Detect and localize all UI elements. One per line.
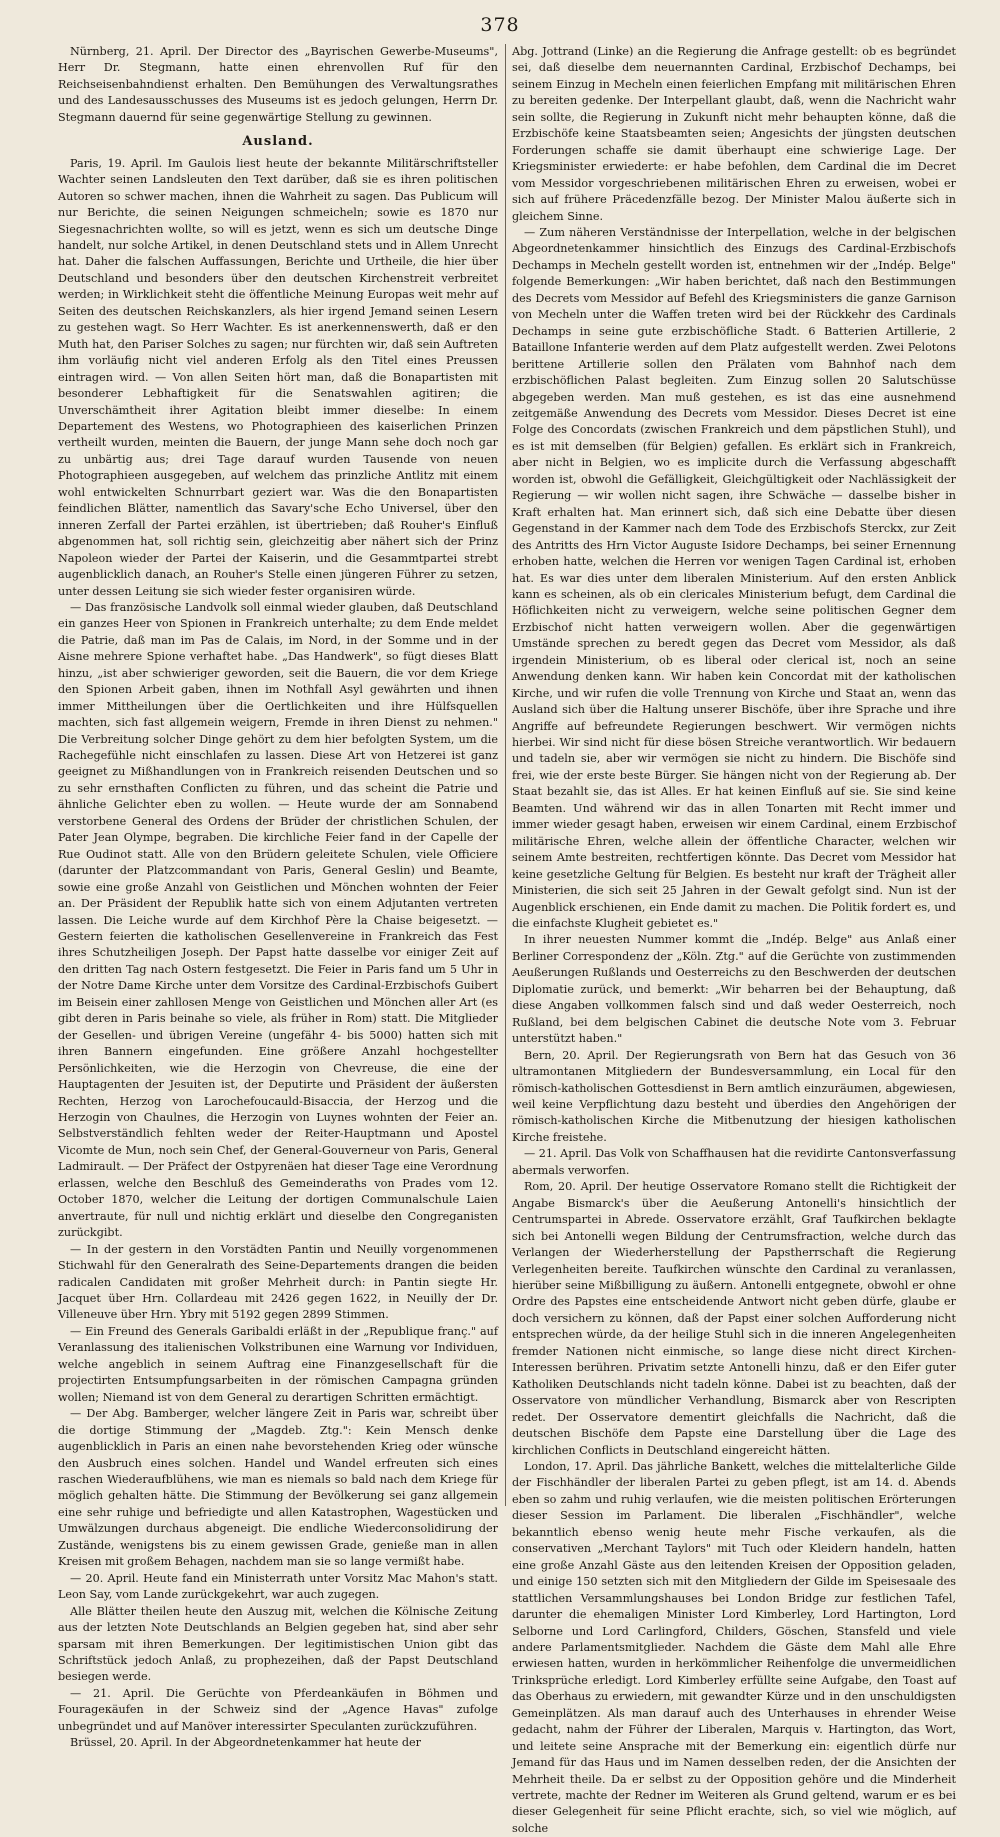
article-rom: Rom, 20. April. Der heutige Osservatore Romano stellt die Richtigkeit der Angabe Bismarck's über die Aeußerung Antonelli's hinsichtlich der Centrumspartei in Abrede. Osservatore erzählt, Graf Taufkirchen beklagte sich bei Antonelli wegen Bildung der Centrumsfraction, welche durch das Verlangen der Wiederherstellung der Papstherrschaft die Regierung Verlegenheiten bereite. Taufkirchen wünschte den Cardinal zu veranlassen, hierüber seine Mißbilligung zu äußern. Antonelli entgegnete, obwohl er ohne Ordre des Papstes eine entscheidende Antwort nicht geben dürfe, glaube er doch versichern zu können, daß der Papst einer solchen Aufforderung nicht entsprechen würde, da der heilige Stuhl sich in die inneren Angelegenheiten fremder Nationen nicht einmische, so lange diese nicht direct Kirchen-Interessen berühren. Privatim setzte Antonelli hinzu, daß er den Eifer guter Katholiken Deutschlands nicht tadeln könne. Dabei ist zu beachten, daß der Osservatore von mündlicher Verhandlung, Bismarck aber von Rescripten redet. Der Osservatore dementirt gleichfalls die Nachricht, daß die deutschen Bischöfe dem Papste eine Darstellung über die Lage des kirchlichen Conflicts in Deutschland eingereicht hätten. [512,1180,956,1457]
section-heading-ausland: Ausland. [242,134,314,150]
article-paris-stichwahl: — In der gestern in den Vorstädten Pantin und Neuilly vorgenommenen Stichwahl für den Generalrath des Seine-Departements drangen die beiden radicalen Candidaten mit großer Mehrheit durch: in Pantin siegte Hr. Jacquet über Hrn. Collardeau mit 2426 gegen 1622, in Neuilly der Dr. Villeneuve über Hrn. Ybry mit 5192 gegen 2899 Stimmen. [58,1242,498,1322]
article-bruessel-start: Brüssel, 20. April. In der Abgeordnetenkammer hat heute der [70,1736,422,1750]
article-paris-ministerrath: — 20. April. Heute fand ein Ministerrath unter Vorsitz Mac Mahon's statt. Leon Say, vom Lande zurückgekehrt, war auch zugegen. [58,1571,498,1602]
article-paris-garibaldi: — Ein Freund des Generals Garibaldi erläßt in der „Republique franç." auf Veranlassung des italienischen Volkstribunen eine Warnung vor Individuen, welche angeblich in seinem Auftrag eine Finanzgesellschaft für die projectirten Entsumpfungsarbeiten in der römischen Campagna gründen wollen; Niemand ist von dem General zu derartigen Schritten ermächtigt. [58,1324,498,1404]
article-paris-gaulois: Paris, 19. April. Im Gaulois liest heute der bekannte Militärschriftsteller Wachter seinen Landsleuten den Text darüber, daß sie es ihren politischen Autoren so schwer machen, ihnen die Wahrheit zu sagen. Das Publicum will nur Berichte, die seinen Neigungen schmeicheln; sowie es 1870 nur Siegesnachrichten wollte, so will es jetzt, wenn es sich um deutsche Dinge handelt, nur solche Artikel, in denen Deutschland stets und in Allem Unrecht hat. Daher die falschen Auffassungen, Berichte und Urtheile, die hier über Deutschland und besonders über den deutschen Kirchenstreit verbreitet werden; in Wirklichkeit steht die öffentliche Meinung Europas weit mehr auf Seiten des deutschen Reichskanzlers, als hier irgend Jemand seinen Lesern zu gestehen wagt. So Herr Wachter. Es ist anerkennenswerth, daß er den Muth hat, den Pariser Solches zu sagen; nur fürchten wir, daß sein Auftreten ihm vorläufig nicht viel anderen Erfolg als den Titel eines Preussen eintragen wird. — Von allen Seiten hört man, daß die Bonapartisten mit besonderer Lebhaftigkeit für die Senatswahlen agitiren; die Unverschämtheit ihrer Agitation bleibt immer dieselbe: In einem Departement des Westens, wo Photographieen des kaiserlichen Prinzen vertheilt wurden, meinten die Bauern, der junge Mann sehe doch noch gar zu unbärtig aus; drei Tage darauf wurden Tausende von neuen Photographieen ausgegeben, auf welchem das prinzliche Antlitz mit einem wohl entwickelten Schnurrbart geziert war. Was die den Bonapartisten feindlichen Blätter, namentlich das Savary'sche Echo Universel, über den inneren Zerfall der Partei erzählen, ist übertrieben; daß Rouher's Einfluß abgenommen hat, soll richtig sein, gleichzeitig aber nähert sich der Prinz Napoleon wieder der Partei der Kaiserin, und die Gesammtpartei strebt augenblicklich danach, an Rouher's Stelle einen jüngeren Führer zu setzen, unter dessen Leitung sie sich wieder fester organisiren würde. [58,156,498,598]
right-column [512,44,956,1835]
column-divider [505,44,506,1506]
left-column [58,44,498,1750]
article-bruessel-interpellation: — Zum näheren Verständnisse der Interpellation, welche in der belgischen Abgeordnetenkammer hinsichtlich des Einzugs des Cardinal-Erzbischofs Dechamps in Mecheln gestellt worden ist, entnehmen wir der „Indép. Belge" folgende Bemerkungen: „Wir haben berichtet, daß nach den Bestimmungen des Decrets vom Messidor auf Befehl des Kriegsministers die ganze Garnison von Mecheln unter die Waffen treten wird bei der Rückkehr des Cardinals Dechamps in seine gute erzbischöfliche Stadt. 6 Batterien Artillerie, 2 Bataillone Infanterie werden auf dem Platz aufgestellt werden. Zwei Pelotons berittene Artillerie sollen den Prälaten vom Bahnhof nach dem erzbischöflichen Palast begleiten. Zum Einzug sollen 20 Salutschüsse abgegeben werden. Man muß gestehen, es ist das eine ausnehmend zeitgemäße Anwendung des Decrets vom Messidor. Dieses Decret ist eine Folge des Concordats (zwischen Frankreich und dem päpstlichen Stuhl), und es ist mit demselben (für Belgien) gefallen. Es erklärt sich in Frankreich, aber nicht in Belgien, wo es implicite durch die Verfassung abgeschafft worden ist, obwohl die Gefälligkeit, Gleichgültigkeit oder Nachlässigkeit der Regierung — wir wollen nicht sagen, ihre Schwäche — dasselbe bisher in Kraft erhalten hat. Man erinnert sich, daß sich eine Debatte über diesen Gegenstand in der Kammer nach dem Tode des Erzbischofs Sterckx, zur Zeit des Antritts des Hrn Victor Auguste Isidore Dechamps, bei seiner Ernennung erhoben hatte, welchen die Herren vor wenigen Tagen Cardinal ist, erhoben hat. Es war dies unter dem liberalen Ministerium. Auf den ersten Anblick kann es scheinen, als ob ein clericales Ministerium befugt, dem Cardinal die Höflichkeiten nicht zu verweigern, welche seine politischen Gegner dem Erzbischof nicht hatten verweigern wollen. Aber die gegenwärtigen Umstände sprechen zu beredt gegen das Decret vom Messidor, als daß irgendein Ministerium, ob es liberal oder clerical ist, noch an seine Anwendung denken kann. Wir haben kein Concordat mit der katholischen Kirche, und wir rufen die volle Trennung von Kirche und Staat an, wenn das Ausland sich über die Haltung unserer Bischöfe, über ihre Sprache und ihre Angriffe auf befreundete Regierungen beschwert. Wir vermögen nichts hierbei. Wir sind nicht für diese bösen Streiche verantwortlich. Wir bedauern und tadeln sie, aber wir vermögen sie nicht zu hindern. Die Bischöfe sind frei, wie der erste beste Bürger. Sie hängen nicht von der Regierung ab. Der Staat bezahlt sie, das ist Alles. Er hat keinen Einfluß auf sie. Sie sind keine Beamten. Und während wir das in allen Tonarten mit Recht immer und immer wieder gesagt haben, erweisen wir einem Cardinal, einem Erzbischof militärische Ehren, welche allein der öffentliche Character, welchen wir seinem Amte bestreiten, rechtfertigen könnte. Das Decret vom Messidor hat keine gesetzliche Geltung für Belgien. Es besteht nur kraft der Trägheit aller Ministerien, die sich seit 25 Jahren in der Gewalt gefolgt sind. Nun ist der Augenblick erschienen, ein Ende damit zu machen. Die Politik fordert es, und die einfachste Klugheit gebietet es." [512,225,956,931]
article-paris-pferdeankaeufe: — 21. April. Die Gerüchte von Pferdeankäufen in Böhmen und Fourageкäufen in der Schweiz sind der „Agence Havas" zufolge unbegründet und auf Manöver interessirter Speculanten zurückzuführen. [58,1686,498,1733]
article-bern-schaffhausen: — 21. April. Das Volk von Schaffhausen hat die revidirte Cantonsverfassung abermals verworfen. [512,1147,956,1177]
page-number: 378 [480,14,520,36]
article-london: London, 17. April. Das jährliche Bankett, welches die mittelalterliche Gilde der Fischhändler der liberalen Partei zu geben pflegt, ist am 14. d. Abends eben so zahm und ruhig verlaufen, wie die meisten politischen Erörterungen dieser Session im Parlament. Die liberalen „Fischhändler", welche bekanntlich ebenso wenig heute mehr Fische verkaufen, als die conservativen „Merchant Taylors" mit Tuch oder Kleidern handeln, hatten eine große Anzahl Gäste aus den leitenden Kreisen der Opposition geladen, und einige 150 setzten sich mit den Mitgliedern der Gilde im Speisesaale des stattlichen Versammlungshauses bei London Bridge zur festlichen Tafel, darunter die ehemaligen Minister Lord Kimberley, Lord Hartington, Lord Selborne und Lord Carlingford, Childers, Göschen, Stansfeld und viele andere Parlamentsmitglieder. Nachdem die Gäste dem Mahl alle Ehre erwiesen hatten, wurden in herkömmlicher Reihenfolge die unvermeidlichen Trinksprüche erledigt. Lord Kimberley erfüllte seine Aufgabe, den Toast auf das Oberhaus zu erwiedern, mit gewandter Kürze und in den unschuldigsten Gemeinplätzen. Als man darauf auch des Unterhauses in ehrender Weise gedacht, nahm der Führer der Liberalen, Marquis v. Hartington, das Wort, und leitete seine Ansprache mit der Bemerkung ein: eigentlich dürfe nur Jemand für das Haus und im Namen desselben reden, der die Ansichten der Mehrheit theile. Da er selbst zu der Opposition gehöre und die Minderheit vertrete, machte der Redner im Weiteren als Grund geltend, warum er es bei dieser Gelegenheit für seine Pflicht erachte, sich, so viel wie möglich, auf solche [512,1459,956,1835]
article-paris-landvolk: — Das französische Landvolk soll einmal wieder glauben, daß Deutschland ein ganzes Heer von Spionen in Frankreich unterhalte; zu dem Ende meldet die Patrie, daß man im Pas de Calais, im Nord, in der Somme und in der Aisne mehrere Spione verhaftet habe. „Das Handwerk", so fügt dieses Blatt hinzu, „ist aber schwieriger geworden, seit die Bauern, die vor dem Kriege den Spionen Arbeit gaben, ihnen im Nothfall Asyl gewährten und ihnen immer Mittheilungen über die Oertlichkeiten und ihre Hülfsquellen machten, sich fast allgemein weigern, Fremde in ihren Dienst zu nehmen." Die Verbreitung solcher Dinge gehört zu dem hier befolgten System, um die Rachegefühle nicht einschlafen zu lassen. Diese Art von Hetzerei ist ganz geeignet zu Mißhandlungen von in Frankreich reisenden Deutschen und so zu sehr ernsthaften Conflicten zu führen, und das scheint die Patrie und ähnliche Gelichter eben zu wollen. — Heute wurde der am Sonnabend verstorbene General des Ordens der Brüder der christlichen Schulen, der Pater Jean Olympe, begraben. Die kirchliche Feier fand in der Capelle der Rue Oudinot statt. Alle von den Brüdern geleitete Schulen, viele Officiere (darunter der Platzcommandant von Paris, General Geslin) und Beamte, sowie eine große Anzahl von Geistlichen und Mönchen wohnten der Feier an. Der Präsident der Republik hatte sich von einem Adjutanten vertreten lassen. Die Leiche wurde auf dem Kirchhof Père la Chaise beigesetzt. — Gestern feierten die katholischen Gesellenvereine in Frankreich das Fest ihres Schutzheiligen Joseph. Der Papst hatte dasselbe vor einiger Zeit auf den dritten Tag nach Ostern festgesetzt. Die Feier in Paris fand um 5 Uhr in der Notre Dame Kirche unter dem Vorsitze des Cardinal-Erzbischofs Guibert im Beisein einer zahllosen Menge von Geistlichen und Mönchen aller Art (es gibt deren in Paris beinahe so viele, als früher in Rom) statt. Die Mitglieder der Gesellen- und übrigen Vereine (ungefähr 4- bis 5000) hatten sich mit ihren Bannern eingefunden. Eine größere Anzahl hochgestellter Persönlichkeiten, wie die Herzogin von Chevreuse, die eine der Hauptagenten der Jesuiten ist, der Deputirte und Präsident der äußersten Rechten, Herzog von Larochefoucauld-Bisaccia, der Herzog und die Herzogin von Chaulnes, die Herzogin von Luynes wohnten der Feier an. Selbstverständlich fehlten weder der Reiter-Hauptmann und Apostel Vicomte de Mun, noch sein Chef, der General-Gouverneur von Paris, General Ladmirault. — Der Präfect der Ostpyrenäen hat dieser Tage eine Verordnung erlassen, welche den Beschluß des Gemeinderaths von Prades vom 12. October 1870, welcher die Leitung der dortigen Communalschule Laien anvertraute, für null und nichtig erklärt und dieselbe den Congreganisten zurückgibt. [58,600,498,1240]
article-bruessel-jottrand: Abg. Jottrand (Linke) an die Regierung die Anfrage gestellt: ob es begründet sei, daß dieselbe dem neuernannten Cardinal, Erzbischof Dechamps, bei seinem Einzug in Mecheln einen feierlichen Empfang mit militärischen Ehren zu bereiten gedenke. Der Interpellant glaubt, daß, wenn die Nachricht wahr sein sollte, die Regierung in Zukunft nicht mehr behaupten könne, daß die Erzbischöfe keine Staatsbeamten seien; Angesichts der jüngsten deutschen Forderungen schaffe sie damit überhaupt eine schwierige Lage. Der Kriegsminister erwiederte: er habe befohlen, dem Cardinal die im Decret vom Messidor vorgeschriebenen militärischen Ehren zu erweisen, wobei er sich auf frühere Präcedenzfälle bezog. Der Minister Malou äußerte sich in gleichem Sinne. [512,45,956,223]
article-nuernberg: Nürnberg, 21. April. Der Director des „Bayrischen Gewerbe-Museums", Herr Dr. Stegmann, hatte einen ehrenvollen Ruf für den Reichseisenbahndienst erhalten. Den Bemühungen des Verwaltungsrathes und des Landesausschusses des Museums ist es jedoch gelungen, Herrn Dr. Stegmann dauernd für seine gegenwärtige Stellung zu gewinnen. [58,45,498,124]
article-paris-bamberger: — Der Abg. Bamberger, welcher längere Zeit in Paris war, schreibt über die dortige Stimmung der „Magdeb. Ztg.": Kein Mensch denke augenblicklich in Paris an einen nahe bevorstehenden Krieg oder wünsche den Ausbruch eines solchen. Handel und Wandel erfreuten sich eines raschen Wiederaufblühens, wie man es niemals so bald nach dem Kriege für möglich gehalten hätte. Die Stimmung der Bevölkerung sei ganz allgemein eine sehr ruhige und befriedigte und allen Katastrophen, Wagestücken und Umwälzungen durchaus abgeneigt. Die endliche Wiederconsolidirung der Zustände, wenigstens bis zu einem gewissen Grade, genieße man in allen Kreisen mit großem Behagen, nachdem man sie so lange vermißt habe. [58,1407,498,1569]
article-paris-blaetter: Alle Blätter theilen heute den Auszug mit, welchen die Kölnische Zeitung aus der letzten Note Deutschlands an Belgien gegeben hat, sind aber sehr sparsam mit ihren Bemerkungen. Der legitimistischen Union gibt das Schriftstück jedoch Anlaß, zu prophezeihen, daß der Papst Deutschland besiegen werde. [58,1604,498,1684]
article-bern: Bern, 20. April. Der Regierungsrath von Bern hat das Gesuch von 36 ultramontanen Mitgliedern der Bundesversammlung, ein Local für den römisch-katholischen Gottesdienst in Bern amtlich einzuräumen, abgewiesen, weil keine Verpflichtung dazu besteht und überdies den Angehörigen der römisch-katholischen Kirche die Mitbenutzung der hiesigen katholischen Kirche freistehe. [512,1048,956,1144]
article-bruessel-indep-belge: In ihrer neuesten Nummer kommt die „Indép. Belge" aus Anlaß einer Berliner Correspondenz der „Köln. Ztg." auf die Gerüchte von zustimmenden Aeußerungen Rußlands und Oesterreichs zu den Beschwerden der deutschen Diplomatie zurück, und bemerkt: „Wir beharren bei der Behauptung, daß diese Angaben vollkommen falsch sind und daß weder Oesterreich, noch Rußland, bei dem belgischen Cabinet die deutsche Note vom 3. Februar unterstützt haben." [512,933,956,1046]
